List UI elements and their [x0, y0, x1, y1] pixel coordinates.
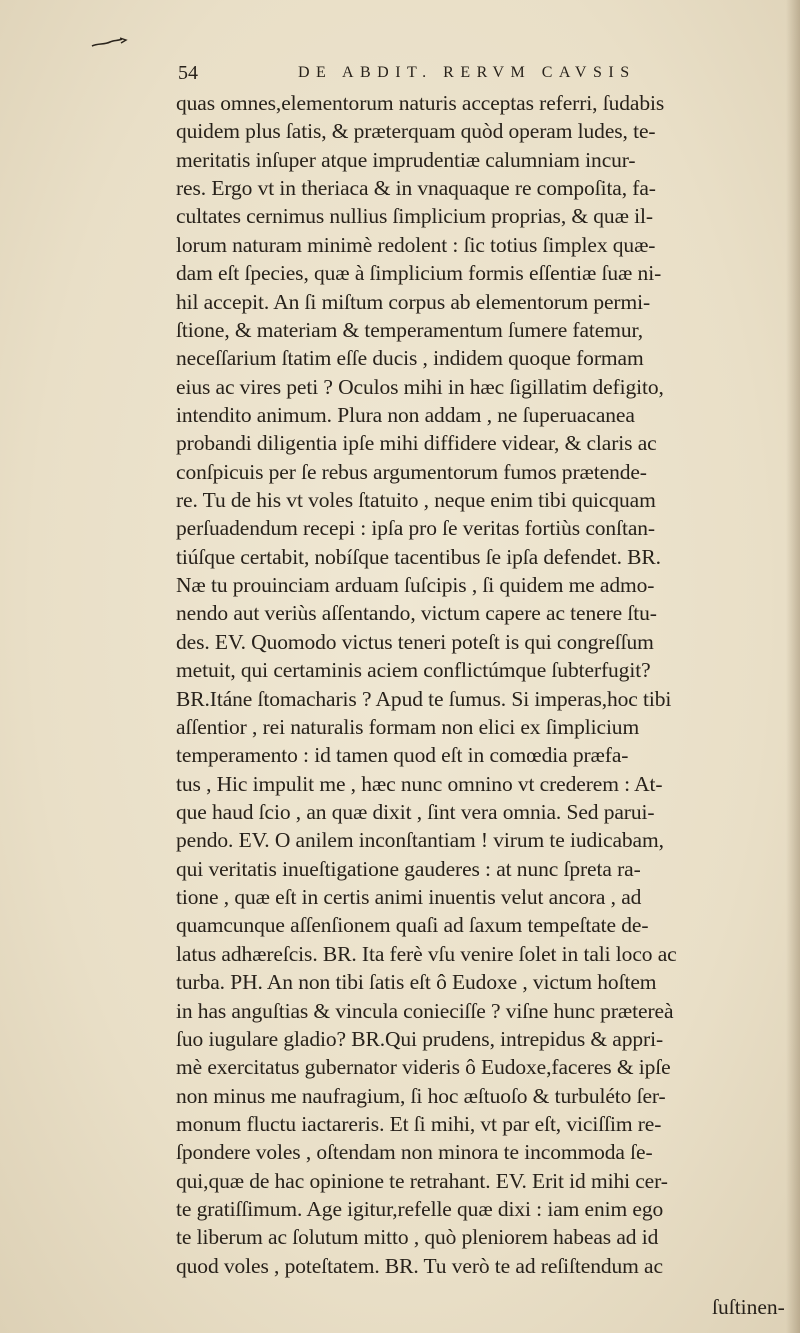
text-line: pendo. EV. O anilem inconſtantiam ! virum te iudicabam, [176, 828, 664, 853]
page-header [178, 62, 738, 86]
text-line: non minus me naufragium, ſi hoc æſtuoſo & turbuléto ſer- [176, 1083, 666, 1108]
text-line: tiúſque certabit, nobíſque tacentibus ſe ipſa defendet. BR. [176, 544, 661, 569]
text-line: mè exercitatus gubernator videris ô Eudoxe,faceres & ipſe [176, 1055, 671, 1080]
ink-mark-icon [90, 36, 130, 50]
text-line: quod voles , poteſtatem. BR. Tu verò te ad reſiſtendum ac [176, 1253, 663, 1278]
text-line: dam eſt ſpecies, quæ à ſimplicium formis eſſentiæ ſuæ ni- [176, 261, 662, 286]
text-line: metuit, qui certaminis aciem conflictúmque ſubterfugit? [176, 658, 651, 683]
text-line: turba. PH. An non tibi ſatis eſt ô Eudoxe , victum hoſtem [176, 970, 657, 995]
text-line: te liberum ac ſolutum mitto , quò pleniorem habeas ad id [176, 1225, 659, 1250]
text-line: ſtione, & materiam & temperamentum ſumere fatemur, [176, 317, 643, 342]
text-line: latus adhæreſcis. BR. Ita ferè vſu venire ſolet in tali loco ac [176, 941, 677, 966]
text-line: in has anguſtias & vincula conieciſſe ? viſne hunc prætereà [176, 998, 674, 1023]
catchword: ſuſtinen- [712, 1295, 785, 1319]
body-text [176, 89, 796, 1280]
text-line: res. Ergo vt in theriaca & in vnaquaque re compoſita, fa- [176, 176, 656, 201]
text-line: monum fluctu iactareris. Et ſi mihi, vt par eſt, viciſſim re- [176, 1111, 662, 1136]
text-line: quidem plus ſatis, & præterquam quòd operam ludes, te- [176, 119, 656, 144]
text-line: cultates cernimus nullius ſimplicium proprias, & quæ il- [176, 204, 653, 229]
text-line: hil accepit. An ſi miſtum corpus ab elementorum permi- [176, 289, 651, 314]
text-line: tione , quæ eſt in certis animi inuentis velut ancora , ad [176, 885, 642, 910]
text-line: intendito animum. Plura non addam , ne ſuperuacanea [176, 402, 635, 427]
text-line: temperamento : id tamen quod eſt in comœdia præfa- [176, 743, 629, 768]
text-line: probandi diligentia ipſe mihi diffidere videar, & claris ac [176, 431, 657, 456]
text-line: ſuo iugulare gladio? BR.Qui prudens, intrepidus & appri- [176, 1026, 664, 1051]
text-line: quamcunque aſſenſionem quaſi ad ſaxum tempeſtate de- [176, 913, 649, 938]
text-line: te gratiſſimum. Age igitur,refelle quæ dixi : iam enim ego [176, 1197, 664, 1222]
text-line: ſpondere voles , oſtendam non minora te incommoda ſe- [176, 1140, 653, 1165]
text-line: BR.Itáne ſtomacharis ? Apud te ſumus. Si imperas,hoc tibi [176, 686, 672, 711]
text-line: aſſentior , rei naturalis formam non elici ex ſimplicium [176, 714, 640, 739]
text-line: eius ac vires peti ? Oculos mihi in hæc ſigillatim defigito, [176, 374, 664, 399]
page-number: 54 [178, 62, 198, 84]
running-head: DE ABDIT. RERVM CAVSIS [298, 64, 636, 81]
text-line: des. EV. Quomodo victus teneri poteſt is qui congreſſum [176, 629, 654, 654]
text-line: qui,quæ de hac opinione te retrahant. EV. Erit id mihi cer- [176, 1168, 668, 1193]
text-line: re. Tu de his vt voles ſtatuito , neque enim tibi quicquam [176, 488, 656, 513]
text-line: meritatis inſuper atque imprudentiæ calumniam incur- [176, 147, 636, 172]
text-line: qui veritatis inueſtigatione gauderes : at nunc ſpreta ra- [176, 856, 641, 881]
text-line: quas omnes,elementorum naturis acceptas referri, ſudabis [176, 91, 665, 115]
text-line: conſpicuis per ſe rebus argumentorum fumos prætende- [176, 459, 647, 484]
text-line: lorum naturam minimè redolent : ſic totius ſimplex quæ- [176, 232, 656, 257]
text-line: nendo aut veriùs aſſentando, victum capere ac tenere ſtu- [176, 601, 657, 626]
text-line: tus , Hic impulit me , hæc nunc omnino vt crederem : At- [176, 771, 663, 796]
text-line: Næ tu prouinciam arduam ſuſcipis , ſi quidem me admo- [176, 573, 655, 598]
text-line: que haud ſcio , an quæ dixit , ſint vera omnia. Sed parui- [176, 799, 655, 824]
text-line: perſuadendum recepi : ipſa pro ſe veritas fortiùs conſtan- [176, 516, 655, 541]
text-line: neceſſarium ſtatim eſſe ducis , indidem quoque formam [176, 346, 644, 371]
